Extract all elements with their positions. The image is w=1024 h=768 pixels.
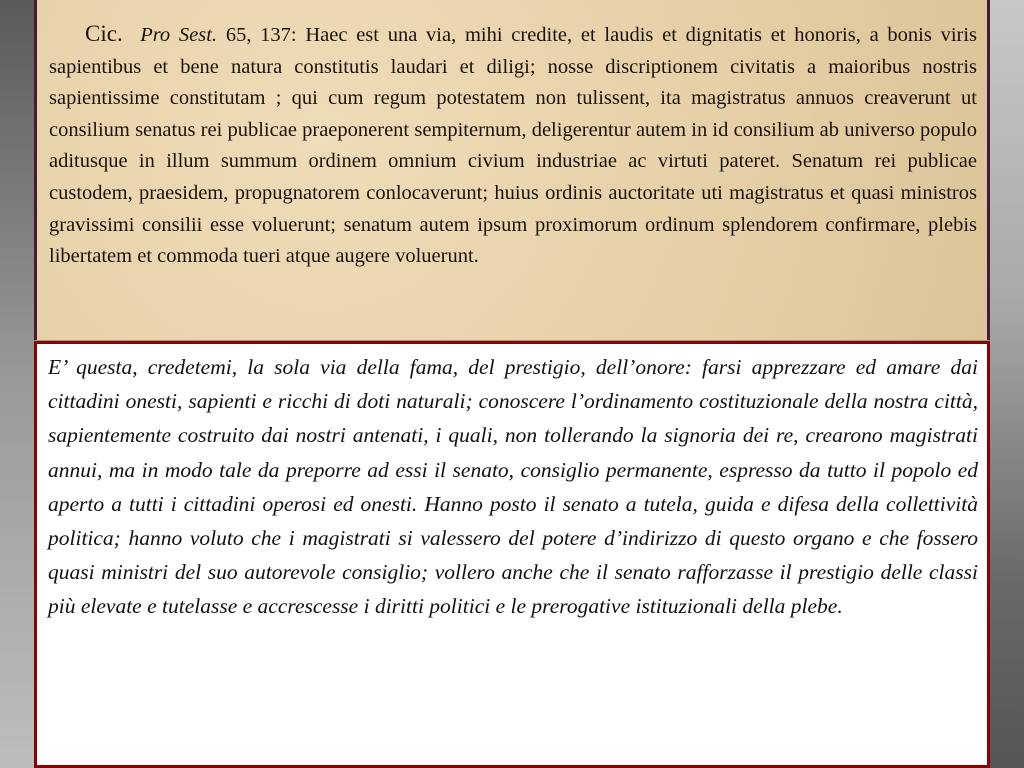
work-title: Pro Sest. bbox=[140, 24, 218, 46]
author-abbrev: Cic. bbox=[85, 21, 123, 46]
latin-body: 65, 137: Haec est una via, mihi credite, et laudis et dignitatis et honoris, a bonis viris sapientibus et bene natura constitutis laudari et diligi; nosse discriptionem civitatis a maioribus nostris sapientissime constitutam ; qui cum regum potestatem non tulissent, ita magistratus annuos creaverunt ut consilium senatus rei publicae praeponerent sempiternum, deligerentur autem in id consilium ab universo populo aditusque in illum summum ordinem omnium civium industriae ac virtuti pateret. Senatum rei publicae custodem, praesidem, propugnatorem conlocaverunt; huius ordinis auctoritate uti magistratus et quasi ministros gravissimi consilii esse voluerunt; senatum autem ipsum proximorum ordinum splendorem confirmare, plebis libertatem et commoda tueri atque augere voluerunt. bbox=[49, 24, 978, 268]
latin-passage bbox=[49, 18, 977, 273]
background-left bbox=[0, 0, 34, 768]
background-right bbox=[990, 0, 1024, 768]
latin-text-panel bbox=[34, 0, 990, 340]
italian-translation: E’ questa, credetemi, la sola via della fama, del prestigio, dell’onore: farsi apprezzare ed amare dai cittadini onesti, sapienti e ricchi di doti naturali; conoscere l’ordinamento costituzionale della nostra città, sapientemente costruito dai nostri antenati, i quali, non tollerando la signoria dei re, crearono magistrati annui, ma in modo tale da preporre ad essi il senato, consiglio permanente, espresso da tutto il popolo ed aperto a tutti i cittadini operosi ed onesti. Hanno posto il senato a tutela, guida e difesa della collettività politica; hanno voluto che i magistrati si valessero del potere d’indirizzo di questo organo e che fossero quasi ministri del suo autorevole consiglio; vollero anche che il senato rafforzasse il prestigio delle classi più elevate e tutelasse e accrescesse i diritti politici e le prerogative istituzionali della plebe. bbox=[48, 355, 978, 619]
italian-translation-panel bbox=[34, 341, 990, 768]
